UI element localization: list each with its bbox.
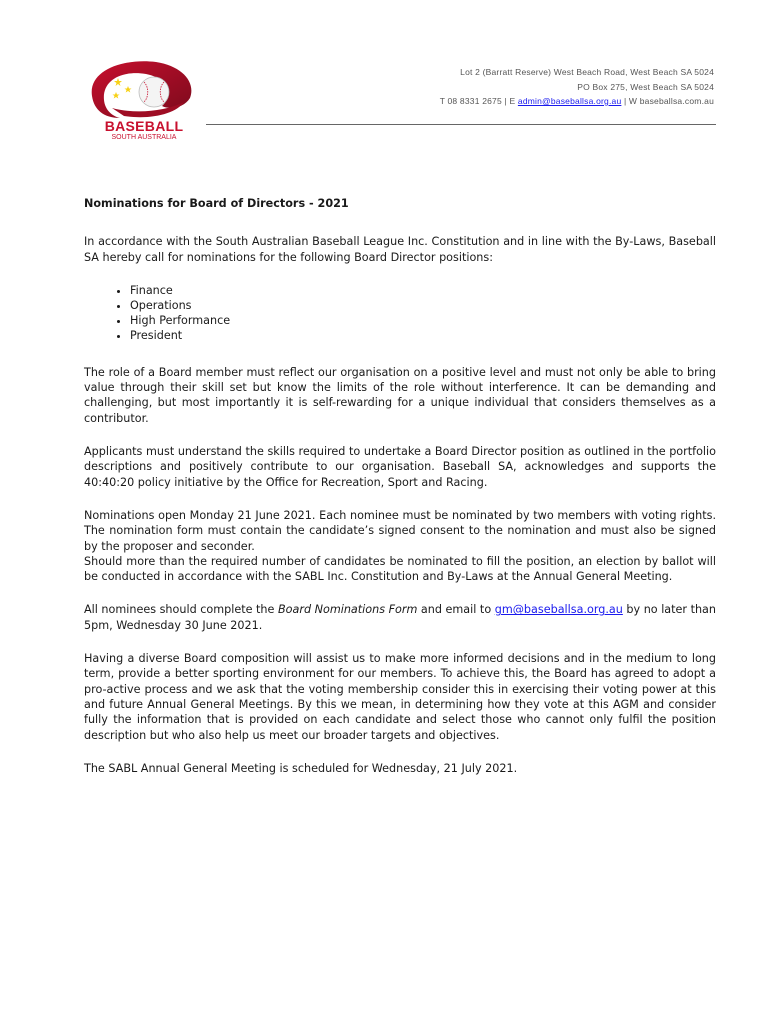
email-prefix: E — [509, 96, 516, 106]
website: baseballsa.com.au — [639, 96, 714, 106]
role-paragraph: The role of a Board member must reflect our organisation on a positive level and must not only be able to bring value through their skill set but know the limits of the role without interference. It can be demanding and challenging, but most importantly it is self-rewarding for a unique individual that considers themselves as a contributor. — [84, 365, 716, 425]
phone: T 08 8331 2675 — [439, 96, 502, 106]
submission-text-pre: All nominees should complete the — [84, 603, 275, 617]
web-prefix: W — [628, 96, 638, 106]
separator: | — [504, 96, 507, 106]
diversity-paragraph: Having a diverse Board composition will assist us to make more informed decisions and in the medium to long term, provide a better sporting environment for our members. To achieve this, the Board has agreed to adopt a pro-active process and we ask that the voting membership consider this in exercising their voting power at this and future Annual General Meetings. By this we mean, in determining how they vote at this AGM and consider fully the information that is provided on each candidate and select those who cannot only fulfil the position description but who also help us meet our broader targets and objectives. — [84, 652, 716, 742]
gm-email-link[interactable]: gm@baseballsa.org.au — [494, 603, 623, 617]
address-line-1: Lot 2 (Barratt Reserve) West Beach Road, West Beach SA 5024 — [460, 67, 714, 77]
applicants-paragraph: Applicants must understand the skills required to undertake a Board Director position as outlined in the portfolio descriptions and positively contribute to our organisation. Baseball SA, acknowledges and supports the 40:40:20 policy initiative by the Office for Recreation, Sport and Racing. — [84, 445, 716, 489]
form-name: Board Nominations Form — [277, 603, 418, 617]
agm-paragraph: The SABL Annual General Meeting is scheduled for Wednesday, 21 July 2021. — [84, 761, 518, 775]
nominations-paragraph: Nominations open Monday 21 June 2021. Each nominee must be nominated by two members with voting rights. The nomination form must contain the candidate’s signed consent to the nomination and must also be signed by the proposer and seconder. — [84, 508, 716, 553]
list-item: • Finance — [130, 283, 716, 298]
contact-block — [440, 65, 714, 109]
address-line-2: PO Box 275, West Beach SA 5024 — [577, 81, 714, 92]
list-item: • High Performance — [130, 313, 716, 328]
submission-paragraph — [84, 602, 716, 633]
positions-list — [84, 283, 716, 343]
document-body — [84, 196, 716, 794]
header-divider — [206, 124, 716, 125]
page-title: Nominations for Board of Directors - 2021 — [84, 197, 349, 210]
submission-text-post: by no later than 5pm, Wednesday 30 June 2021. — [84, 603, 717, 632]
list-item: • Operations — [130, 298, 716, 313]
separator: | — [623, 96, 627, 106]
admin-email-link[interactable]: admin@baseballsa.org.au — [517, 96, 622, 106]
intro-paragraph: In accordance with the South Australian Baseball League Inc. Constitution and in line with the By-Laws, Baseball SA hereby call for nominations for the following Board Director positions: — [84, 235, 716, 264]
submission-text-mid: and email to — [420, 603, 492, 617]
list-item: • President — [130, 328, 716, 343]
contact-line — [440, 94, 714, 109]
logo-subtext: SOUTH AUSTRALIA — [111, 134, 177, 141]
election-paragraph: Should more than the required number of candidates be nominated to fill the position, an election by ballot will be conducted in accordance with the SABL Inc. Constitution and By-Laws at the Annual General Meeting. — [84, 554, 716, 584]
logo-text: BASEBALL — [104, 118, 184, 134]
